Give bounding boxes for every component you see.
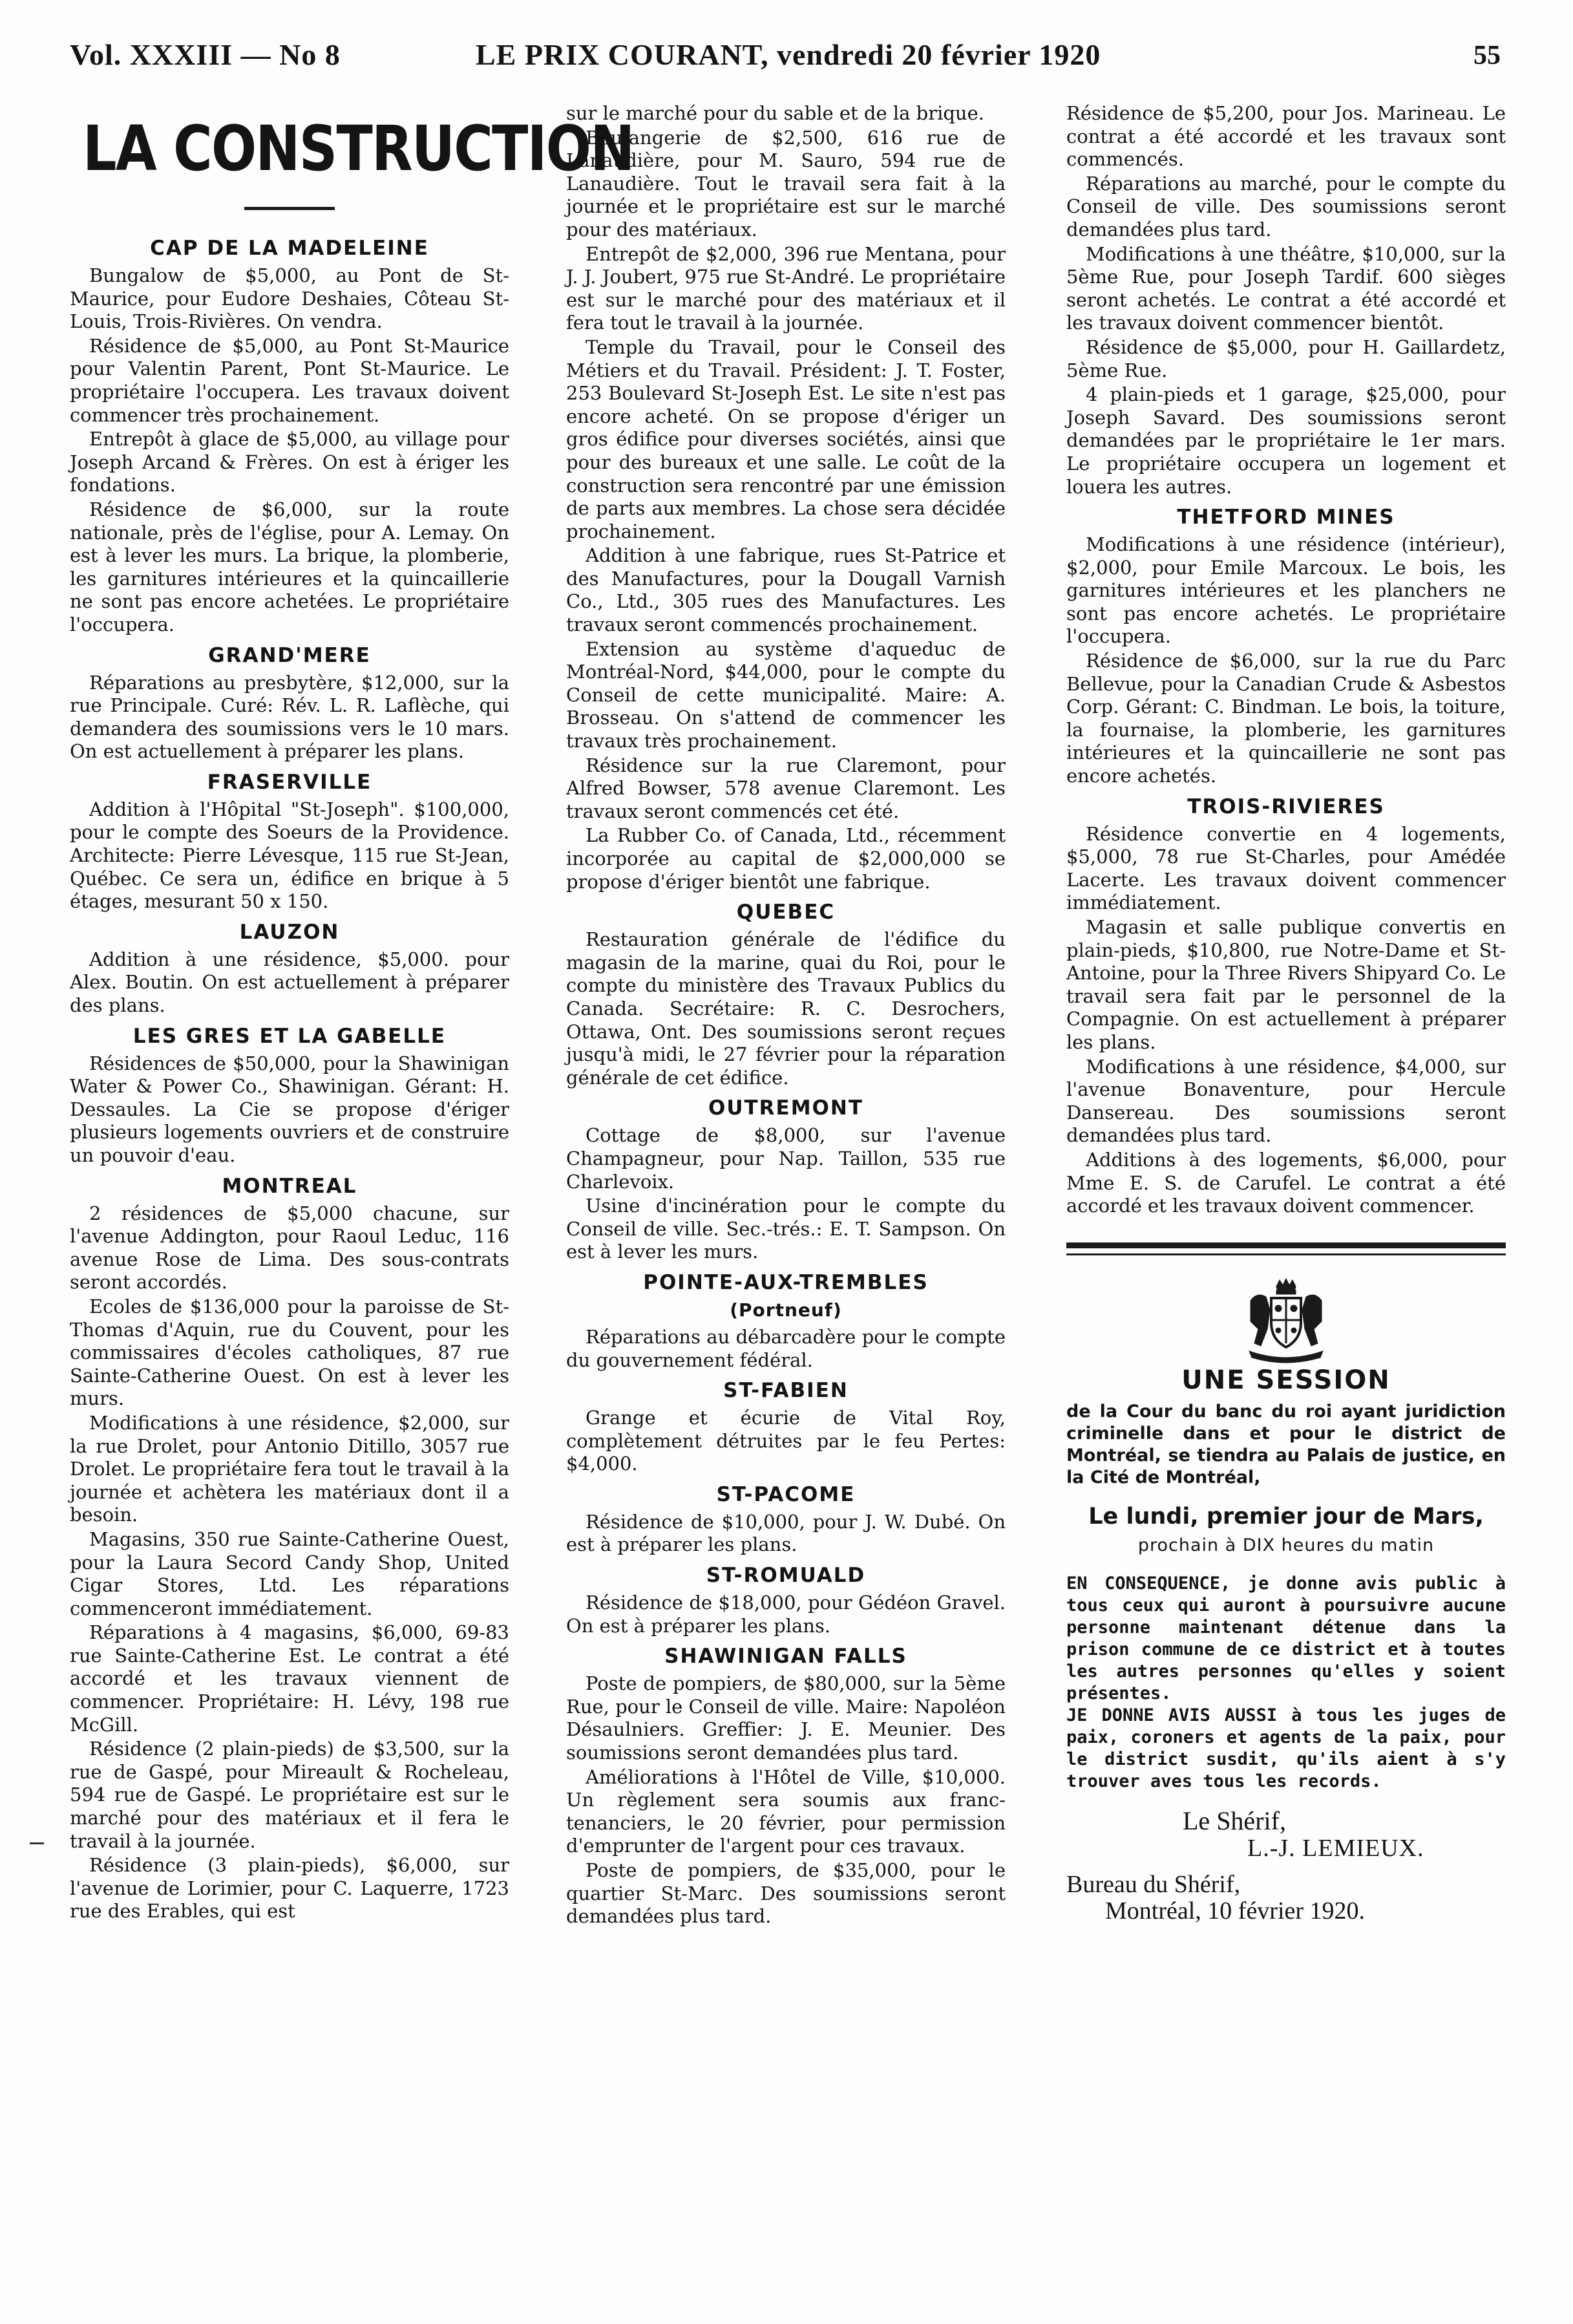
listing-paragraph: Modifications à une théâtre, $10,000, sur la 5ème Rue, pour Joseph Tardif. 600 sièges seront achetés. Le contrat a été accordé et les travaux doivent commencer bientôt.	[1066, 242, 1506, 334]
listing-paragraph: Poste de pompiers, de $80,000, sur la 5ème Rue, pour le Conseil de ville. Maire: Napoléon Désaulniers. Greffier: J. E. Meunier. Des soumissions seront demandées plus tard.	[566, 1672, 1006, 1764]
listing-paragraph: Résidence convertie en 4 logements, $5,000, 78 rue St-Charles, pour Amédée Lacerte. Les travaux doivent commencer immédiatement.	[1066, 822, 1506, 914]
locality-heading: FRASERVILLE	[207, 770, 372, 794]
listing-paragraph: Entrepôt de $2,000, 396 rue Mentana, pour J. J. Joubert, 975 rue St-André. Le propriétaire est sur le marché pour des matériaux et il fera tout le travail à la journée.	[566, 242, 1006, 334]
listing-paragraph: Résidence de $6,000, sur la route nationale, près de l'église, pour A. Lemay. On est à lever les murs. La brique, la plomberie, les garnitures intérieures et la quincaillerie ne sont pas encore achetées. Le propriétaire l'occupera.	[70, 498, 509, 635]
listing-paragraph: Résidence sur la rue Claremont, pour Alfred Bowser, 578 avenue Claremont. Les travaux seront commencés cet été.	[566, 754, 1006, 822]
signature-title: Le Shérif,	[1183, 1806, 1286, 1835]
notice-intro: de la Cour du banc du roi ayant juridiction criminelle dans et pour le district de Montréal, se tiendra au Palais de justice, en la Cité de Montréal,	[1066, 1402, 1506, 1488]
listing-paragraph: Magasin et salle publique convertis en plain-pieds, $10,800, rue Notre-Dame et St-Antoine, pour la Three Rivers Shipyard Co. Le travail sera fait par le personnel de la Compagnie. On est actuellement à préparer les plans.	[1066, 916, 1506, 1053]
listing-paragraph: Résidence (3 plain-pieds), $6,000, sur l'avenue de Lorimier, pour C. Laquerre, 1723 rue des Erables, qui est	[70, 1854, 509, 1923]
locality-heading: ST-FABIEN	[723, 1379, 849, 1403]
journal-title-date: LE PRIX COURANT, vendredi 20 février 1920	[476, 38, 1101, 71]
listing-paragraph: Modifications à une résidence, $2,000, sur la rue Drolet, pour Antonio Ditillo, 3057 rue Drolet. Le propriétaire fera tout le travail à la journée et achètera les matériaux dont il a besoin.	[70, 1411, 509, 1526]
listing-paragraph: sur le marché pour du sable et de la brique.	[566, 102, 984, 124]
listing-paragraph: Usine d'incinération pour le compte du Conseil de ville. Sec.-trés.: E. T. Sampson. On est à lever les murs.	[566, 1195, 1006, 1263]
listing-paragraph: Résidence de $5,200, pour Jos. Marineau. Le contrat a été accordé et les travaux sont commencés.	[1066, 102, 1506, 171]
locality-heading: THETFORD MINES	[1177, 506, 1395, 529]
listing-paragraph: 4 plain-pieds et 1 garage, $25,000, pour Joseph Savard. Des soumissions seront demandées par le propriétaire le 1er mars. Le propriétaire occupera un logement et louera les autres.	[1066, 383, 1506, 498]
listing-paragraph: Résidence de $5,000, au Pont St-Maurice pour Valentin Parent, Pont St-Maurice. Le propriétaire l'occupera. Les travaux doivent commencer très prochainement.	[70, 334, 509, 426]
listing-paragraph: Résidences de $50,000, pour la Shawinigan Water & Power Co., Shawinigan. Gérant: H. Dessaules. La Cie se propose d'ériger plusieurs logements ouvriers et de construire un pouvoir d'eau.	[70, 1052, 509, 1166]
volume-number: Vol. XXXIII — No 8	[70, 38, 341, 71]
middle-column	[566, 102, 1006, 1930]
listing-paragraph: Restauration générale de l'édifice du magasin de la marine, quai du Roi, pour le compte du ministère des Travaux Publics du Canada. Secrétaire: R. C. Desrochers, Ottawa, Ont. Des soumissions seront reçues jusqu'à midi, le 27 février pour la réparation générale de cet édifice.	[566, 928, 1006, 1089]
listing-paragraph: Réparations à 4 magasins, $6,000, 69-83 rue Sainte-Catherine Est. Le contrat a été accordé et les travaux viennent de commencer. Propriétaire: H. Lévy, 198 rue McGill.	[70, 1621, 509, 1736]
listing-paragraph: Cottage de $8,000, sur l'avenue Champagneur, pour Nap. Taillon, 535 rue Charlevoix.	[566, 1124, 1006, 1193]
locality-heading: CAP DE LA MADELEINE	[150, 237, 429, 260]
left-column	[70, 103, 634, 1924]
listing-paragraph: Poste de pompiers, de $35,000, pour le quartier St-Marc. Des soumissions seront demandées plus tard.	[566, 1859, 1006, 1928]
listing-paragraph: Réparations au presbytère, $12,000, sur la rue Principale. Curé: Rév. L. R. Laflèche, qui demandera des soumissions vers le 10 mars. On est actuellement à préparer les plans.	[70, 671, 509, 763]
page-number: 55	[1473, 41, 1501, 70]
locality-heading: TROIS-RIVIERES	[1187, 794, 1385, 818]
place-and-date: Montréal, 10 février 1920.	[1105, 1897, 1366, 1925]
listing-paragraph: Extension au système d'aqueduc de Montréal-Nord, $44,000, pour le compte du Conseil de cette municipalité. Maire: A. Brosseau. On s'attend de commencer les travaux très prochainement.	[566, 637, 1006, 752]
sheriff-office: Bureau du Shérif,	[1066, 1870, 1241, 1898]
listing-paragraph: Modifications à une résidence (intérieur), $2,000, pour Emile Marcoux. Le bois, les garnitures intérieures et les planchers ne sont pas encore achetés. Le propriétaire l'occupera.	[1066, 533, 1506, 648]
listing-paragraph: Réparations au débarcadère pour le compte du gouvernement fédéral.	[566, 1325, 1006, 1371]
listing-paragraph: Résidence de $10,000, pour J. W. Dubé. On est à préparer les plans.	[566, 1510, 1006, 1556]
locality-heading: OUTREMONT	[708, 1096, 863, 1120]
listing-paragraph: Additions à des logements, $6,000, pour Mme E. S. de Carufel. Le contrat a été accordé et les travaux doivent commencer.	[1066, 1148, 1506, 1217]
locality-heading: POINTE-AUX-TREMBLES	[643, 1270, 929, 1294]
listing-paragraph: Modifications à une résidence, $4,000, sur l'avenue Bonaventure, pour Hercule Dansereau. Des soumissions seront demandées plus tard.	[1066, 1055, 1506, 1147]
listing-paragraph: Résidence de $18,000, pour Gédéon Gravel. On est à préparer les plans.	[566, 1592, 1006, 1637]
locality-heading: LAUZON	[239, 920, 340, 944]
listing-paragraph: Grange et écurie de Vital Roy, complètement détruites par le feu Pertes: $4,000.	[566, 1407, 1006, 1475]
locality-heading: QUEBEC	[736, 901, 836, 924]
locality-subheading: (Portneuf)	[730, 1299, 842, 1321]
notice-paragraph: JE DONNE AVIS AUSSI à tous les juges de paix, coroners et agents de la paix, pour le district susdit, qu'ils aient à s'y trouver aves tous les records.	[1066, 1705, 1506, 1791]
left-sections	[70, 236, 509, 1923]
right-sections	[1066, 102, 1506, 1218]
notice-body	[1066, 1573, 1506, 1793]
title-rule	[244, 207, 335, 210]
middle-sections	[566, 102, 1006, 1928]
coat-of-arms-icon	[1238, 1275, 1335, 1365]
signature-name: L.-J. LEMIEUX.	[1247, 1835, 1424, 1862]
locality-heading: SHAWINIGAN FALLS	[664, 1645, 907, 1668]
locality-heading: LES GRES ET LA GABELLE	[132, 1024, 447, 1048]
section-title: LA CONSTRUCTION	[83, 112, 634, 185]
margin-mark	[30, 1842, 44, 1844]
notice-rule-thick	[1066, 1242, 1506, 1248]
notice-date: Le lundi, premier jour de Mars,	[1088, 1504, 1484, 1530]
locality-heading: MONTREAL	[222, 1174, 357, 1198]
listing-paragraph: Boulangerie de $2,500, 616 rue de Lanaudière, pour M. Sauro, 594 rue de Lanaudière. Tout le travail sera fait à la journée et le propriétaire est sur le marché pour des matériaux.	[566, 126, 1006, 240]
listing-paragraph: Résidence de $5,000, pour H. Gaillardetz, 5ème Rue.	[1066, 336, 1506, 381]
listing-paragraph: Temple du Travail, pour le Conseil des Métiers et du Travail. Président: J. T. Foster, 253 Boulevard St-Joseph Est. Le site n'est pas encore acheté. On se propose d'ériger un gros édifice pour diverses sociétés, ainsi que pour des bureaux et une salle. Le coût de la construction sera rencontré par une émission de parts aux membres. La chose sera décidée prochainement.	[566, 336, 1006, 542]
notice-rule-thin	[1066, 1253, 1506, 1255]
notice-time: prochain à DIX heures du matin	[1137, 1535, 1435, 1555]
locality-heading: GRAND'MERE	[208, 643, 371, 667]
listing-paragraph: Améliorations à l'Hôtel de Ville, $10,000. Un règlement sera soumis aux franc-tenanciers, le 20 février, pour permission d'emprunter de l'argent pour ces travaux.	[566, 1765, 1006, 1857]
listing-paragraph: Addition à l'Hôpital "St-Joseph". $100,000, pour le compte des Soeurs de la Providence. Architecte: Pierre Lévesque, 115 rue St-Jean, Québec. Ce sera un, édifice en brique à 5 étages, mesurant 50 x 150.	[70, 798, 509, 913]
listing-paragraph: Ecoles de $136,000 pour la paroisse de St-Thomas d'Aquin, rue du Couvent, pour les commissaires d'écoles catholiques, 87 rue Sainte-Catherine Ouest. On est à lever les murs.	[70, 1295, 509, 1410]
listing-paragraph: Magasins, 350 rue Sainte-Catherine Ouest, pour la Laura Secord Candy Shop, United Cigar Stores, Ltd. Les réparations commenceront immédiatement.	[70, 1528, 509, 1619]
listing-paragraph: Résidence (2 plain-pieds) de $3,500, sur la rue de Gaspé, pour Mireault & Rocheleau, 594 rue de Gaspé. Le propriétaire est sur le marché pour des matériaux et il fera le travail à la journée.	[70, 1738, 509, 1852]
session-notice	[1066, 1242, 1506, 1923]
listing-paragraph: Résidence de $6,000, sur la rue du Parc Bellevue, pour la Canadian Crude & Asbestos Corp. Gérant: C. Bindman. Le bois, la toiture, la fournaise, la plomberie, les garnitures intérieures et la quincaillerie ne sont pas encore achetés.	[1066, 650, 1506, 787]
running-head	[70, 37, 1501, 83]
notice-paragraph: EN CONSEQUENCE, je donne avis public à tous ceux qui auront à poursuivre aucune personne maintenant détenue dans la prison commune de ce district et à toutes les autres personnes qu'elles y soient présentes.	[1066, 1573, 1506, 1703]
locality-heading: ST-ROMUALD	[706, 1564, 866, 1588]
notice-title: UNE SESSION	[1181, 1365, 1391, 1395]
listing-paragraph: Réparations au marché, pour le compte du Conseil de ville. Des soumissions seront demandées plus tard.	[1066, 172, 1506, 240]
listing-paragraph: Addition à une fabrique, rues St-Patrice et des Manufactures, pour la Dougall Varnish Co., Ltd., 305 rues des Manufactures. Les travaux seront commencés prochainement.	[566, 544, 1006, 636]
listing-paragraph: 2 résidences de $5,000 chacune, sur l'avenue Addington, pour Raoul Leduc, 116 avenue Rose de Lima. Des sous-contrats seront accordés.	[70, 1202, 509, 1294]
listing-paragraph: Addition à une résidence, $5,000. pour Alex. Boutin. On est actuellement à préparer des plans.	[70, 948, 509, 1017]
locality-heading: ST-PACOME	[716, 1482, 856, 1506]
listing-paragraph: Bungalow de $5,000, au Pont de St-Maurice, pour Eudore Deshaies, Côteau St-Louis, Trois-Rivières. On vendra.	[70, 264, 509, 333]
listing-paragraph: Entrepôt à glace de $5,000, au village pour Joseph Arcand & Frères. On est à ériger les fondations.	[70, 428, 509, 496]
listing-paragraph: La Rubber Co. of Canada, Ltd., récemment incorporée au capital de $2,000,000 se propose d'ériger bientôt une fabrique.	[566, 824, 1006, 893]
right-column	[1066, 102, 1506, 1923]
